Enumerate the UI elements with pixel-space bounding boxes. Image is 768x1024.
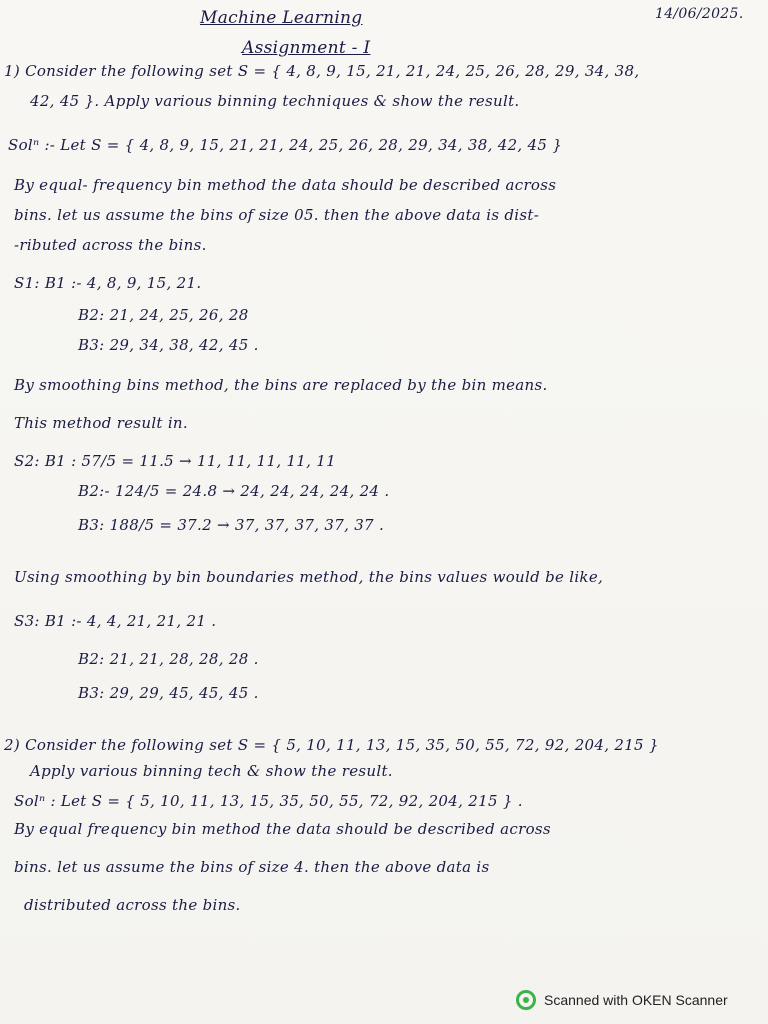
bin-line-s3-b3: B3: 29, 29, 45, 45, 45 . xyxy=(78,684,259,702)
bin-line-s3-b1: S3: B1 :- 4, 4, 21, 21, 21 . xyxy=(14,612,217,630)
solution-2-line: Solⁿ : Let S = { 5, 10, 11, 13, 15, 35, 50, 55, 72, 92, 204, 215 } . xyxy=(14,792,523,810)
bin-line-s1-b2: B2: 21, 24, 25, 26, 28 xyxy=(78,306,249,324)
text-line: By equal- frequency bin method the data should be described across xyxy=(14,176,557,194)
bin-line-s1-b1: S1: B1 :- 4, 8, 9, 15, 21. xyxy=(14,274,202,292)
text-line: -ributed across the bins. xyxy=(14,236,207,254)
page-title: Machine Learning xyxy=(200,8,363,28)
question-1-line-2: 42, 45 }. Apply various binning techniques & show the result. xyxy=(30,92,520,110)
date-text: 14/06/2025. xyxy=(655,6,744,22)
assignment-heading: Assignment - I xyxy=(242,38,371,58)
bin-line-s2-b2: B2:- 124/5 = 24.8 → 24, 24, 24, 24, 24 . xyxy=(78,482,390,500)
text-line: This method result in. xyxy=(14,414,188,432)
scanner-watermark xyxy=(516,988,728,1012)
scanner-watermark-text: Scanned with OKEN Scanner xyxy=(544,992,728,1008)
bin-line-s1-b3: B3: 29, 34, 38, 42, 45 . xyxy=(78,336,259,354)
text-line: bins. let us assume the bins of size 05. then the above data is dist- xyxy=(14,206,540,224)
question-2-line-2: Apply various binning tech & show the result. xyxy=(30,762,393,780)
bin-line-s2-b1: S2: B1 : 57/5 = 11.5 → 11, 11, 11, 11, 11 xyxy=(14,452,336,470)
bin-line-s2-b3: B3: 188/5 = 37.2 → 37, 37, 37, 37, 37 . xyxy=(78,516,385,534)
text-line: distributed across the bins. xyxy=(24,896,241,914)
bin-line-s3-b2: B2: 21, 21, 28, 28, 28 . xyxy=(78,650,259,668)
question-2-line-1: 2) Consider the following set S = { 5, 10, 11, 13, 15, 35, 50, 55, 72, 92, 204, 215 } xyxy=(4,736,659,754)
text-line: Using smoothing by bin boundaries method, the bins values would be like, xyxy=(14,568,604,586)
solution-1-line: Solⁿ :- Let S = { 4, 8, 9, 15, 21, 21, 24, 25, 26, 28, 29, 34, 38, 42, 45 } xyxy=(8,136,563,154)
question-1-line-1: 1) Consider the following set S = { 4, 8, 9, 15, 21, 21, 24, 25, 26, 28, 29, 34, 38, xyxy=(4,62,640,80)
text-line: By smoothing bins method, the bins are replaced by the bin means. xyxy=(14,376,548,394)
oken-scanner-logo-icon xyxy=(516,990,536,1010)
text-line: By equal frequency bin method the data should be described across xyxy=(14,820,551,838)
text-line: bins. let us assume the bins of size 4. then the above data is xyxy=(14,858,490,876)
